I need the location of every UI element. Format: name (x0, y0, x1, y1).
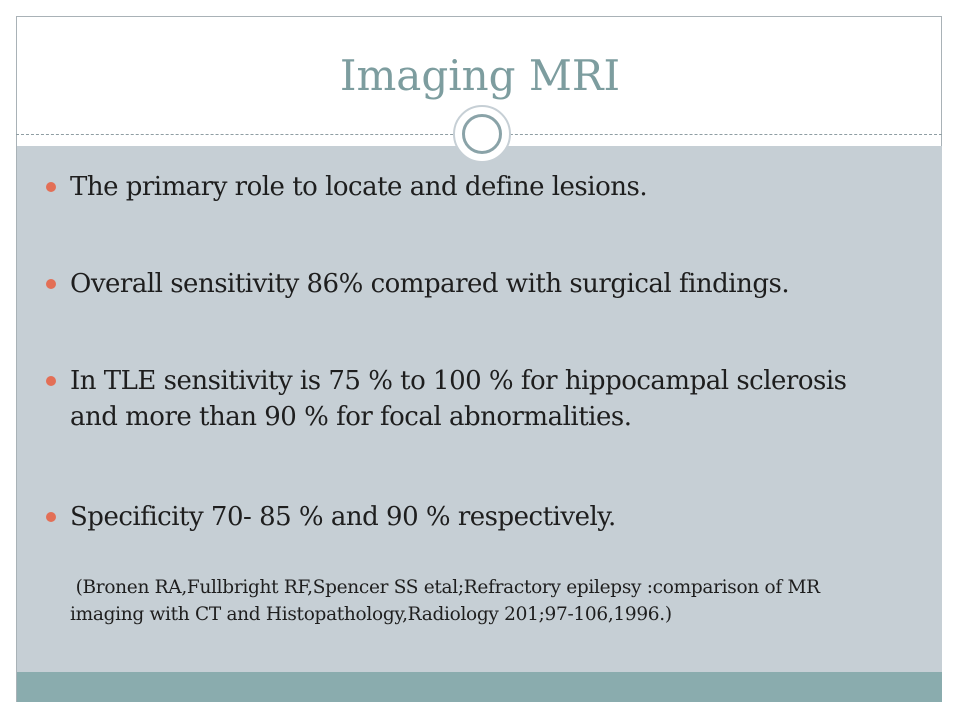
bullet-dot (46, 512, 56, 522)
citation (70, 574, 910, 628)
citation-line-2: imaging with CT and Histopathology,Radiology 201;97-106,1996.) (70, 604, 672, 625)
bullet-dot (46, 182, 56, 192)
bullet-item-2: Overall sensitivity 86% compared with surgical findings. (70, 269, 790, 299)
footer-band (17, 672, 942, 702)
bullet-item-4: Specificity 70- 85 % and 90 % respectively. (70, 502, 616, 532)
bullet-dot (46, 376, 56, 386)
divider-circle-ornament (453, 105, 511, 163)
bullet-dot (46, 279, 56, 289)
slide-title: Imaging MRI (339, 51, 621, 100)
circle-ornament-inner (462, 114, 502, 154)
bullet-item-1: The primary role to locate and define lesions. (70, 172, 648, 202)
citation-line-1: (Bronen RA,Fullbright RF,Spencer SS etal;Refractory epilepsy :comparison of MR (70, 577, 820, 598)
bullet-item-3: In TLE sensitivity is 75 % to 100 % for hippocampal sclerosis and more than 90 % for focal abnormalities. (70, 366, 847, 432)
